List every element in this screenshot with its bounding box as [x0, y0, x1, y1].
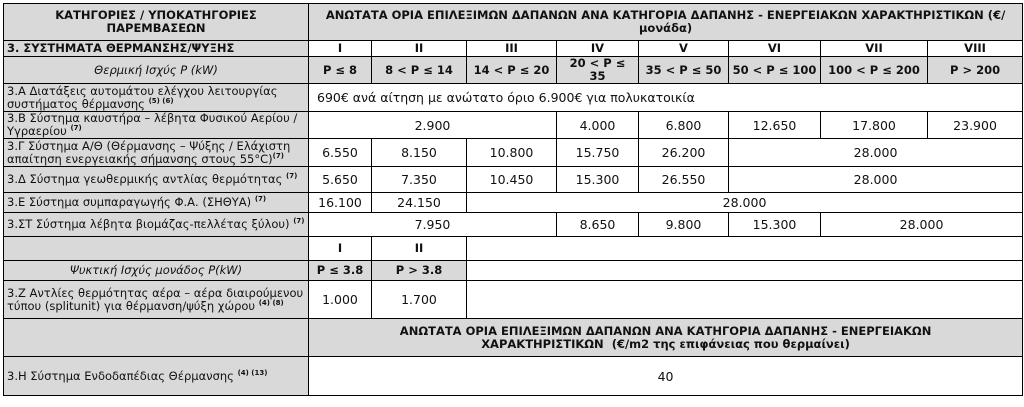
header-limits-per-m2	[309, 319, 1023, 357]
row-3b-value: 4.000	[557, 112, 639, 139]
row-3z-value: 1.000	[309, 281, 372, 319]
row-3st-value: 15.300	[729, 213, 821, 237]
class-label: IV	[557, 41, 639, 57]
power-range: 8 < P ≤ 14	[372, 57, 467, 84]
row-3g-value: 8.150	[372, 139, 467, 167]
row-3g-value: 10.800	[467, 139, 557, 167]
row-3e-value: 24.150	[372, 193, 467, 213]
empty-cell	[467, 261, 1023, 281]
empty-cell	[467, 237, 1023, 261]
class-label: II	[372, 41, 467, 57]
power-range: 35 < P ≤ 50	[639, 57, 729, 84]
row-3z-label: 3.Ζ Αντλίες θερμότητας αέρα – αέρα διαιρούμενου τύπου (splitunit) για θέρμανση/ψύξη χώρου $^{(4) (8)}$	[4, 281, 309, 319]
row-3b-value: 6.800	[639, 112, 729, 139]
power-range: 100 < P ≤ 200	[821, 57, 928, 84]
row-3b-value: 12.650	[729, 112, 821, 139]
row-3e-value: 16.100	[309, 193, 372, 213]
row-3d-value: 7.350	[372, 167, 467, 193]
row-3d-value: 10.450	[467, 167, 557, 193]
subsidy-limits-table	[3, 3, 1023, 396]
row-3e-label: 3.Ε Σύστημα συμπαραγωγής Φ.Α. (ΣΗΘΥΑ) $^{(7)}$	[4, 193, 309, 213]
row-3st-value: 7.950	[309, 213, 557, 237]
header-categories: ΚΑΤΗΓΟΡΙΕΣ / ΥΠΟΚΑΤΗΓΟΡΙΕΣ ΠΑΡΕΜΒΑΣΕΩΝ	[4, 4, 309, 41]
row-3b-value: 17.800	[821, 112, 928, 139]
header2-line1: ΑΝΩΤΑΤΑ ΟΡΙΑ ΕΠΙΛΕΞΙΜΩΝ ΔΑΠΑΝΩΝ ΑΝΑ ΚΑΤΗΓΟΡΙΑ ΔΑΠΑΝΗΣ - ΕΝΕΡΓΕΙΑΚΩΝ	[399, 323, 932, 338]
thermal-power-label: Θερμική Ισχύς P (kW)	[4, 57, 309, 84]
cooling-class: II	[372, 237, 467, 261]
row-3g-value: 15.750	[557, 139, 639, 167]
row-3d-label: 3.Δ Σύστημα γεωθερμικής αντλίας θερμότητας $^{(7)}$	[4, 167, 309, 193]
row-3d-value: 26.550	[639, 167, 729, 193]
spacer-cell	[4, 237, 309, 261]
power-range: 50 < P ≤ 100	[729, 57, 821, 84]
header2-line2: ΧΑΡΑΚΤΗΡΙΣΤΙΚΩΝ (€/m2 της επιφάνειας που θερμαίνει)	[481, 336, 850, 351]
row-3st-value: 28.000	[821, 213, 1023, 237]
row-3g-value: 6.550	[309, 139, 372, 167]
power-range: P ≤ 8	[309, 57, 372, 84]
class-label: VIII	[928, 41, 1023, 57]
row-3a-value: 690€ ανά αίτηση με ανώτατο όριο 6.900€ για πολυκατοικία	[309, 84, 1023, 112]
row-3st-value: 9.800	[639, 213, 729, 237]
row-3h-label: 3.Η Σύστημα Ενδοδαπέδιας Θέρμανσης $^{(4) (13)}$	[4, 357, 309, 396]
row-3b-value: 23.900	[928, 112, 1023, 139]
cooling-class: I	[309, 237, 372, 261]
row-3b-value: 2.900	[309, 112, 557, 139]
cooling-range: P > 3.8	[372, 261, 467, 281]
section-title: 3. ΣΥΣΤΗΜΑΤΑ ΘΕΡΜΑΝΣΗΣ/ΨΥΞΗΣ	[4, 41, 309, 57]
row-3st-value: 8.650	[557, 213, 639, 237]
class-label: VII	[821, 41, 928, 57]
row-3st-label: 3.ΣΤ Σύστημα λέβητα βιομάζας-πελλέτας ξύλου) $^{(7)}$	[4, 213, 309, 237]
cooling-range: P ≤ 3.8	[309, 261, 372, 281]
row-3h-value: 40	[309, 357, 1023, 396]
class-label: I	[309, 41, 372, 57]
header-limits: ΑΝΩΤΑΤΑ ΟΡΙΑ ΕΠΙΛΕΞΙΜΩΝ ΔΑΠΑΝΩΝ ΑΝΑ ΚΑΤΗΓΟΡΙΑ ΔΑΠΑΝΗΣ - ΕΝΕΡΓΕΙΑΚΩΝ ΧΑΡΑΚΤΗΡΙΣΤΙΚΩΝ (€/μονάδα)	[309, 4, 1023, 41]
row-3b-label: 3.Β Σύστημα καυστήρα – λέβητα Φυσικού Αερίου / Υγραερίου $^{(7)}$	[4, 112, 309, 139]
row-3d-value: 5.650	[309, 167, 372, 193]
power-range: 20 < P ≤ 35	[557, 57, 639, 84]
row-3e-value: 28.000	[467, 193, 1023, 213]
row-3d-value: 15.300	[557, 167, 639, 193]
cooling-power-label: Ψυκτική Ισχύς μονάδος P(kW)	[4, 261, 309, 281]
class-label: V	[639, 41, 729, 57]
power-range: P > 200	[928, 57, 1023, 84]
row-3z-value: 1.700	[372, 281, 467, 319]
row-3g-label: 3.Γ Σύστημα Α/Θ (Θέρμανσης – Ψύξης / Ελάχιστη απαίτηση ενεργειακής σήμανσης στους 55°C)$^{(7)}$	[4, 139, 309, 167]
empty-cell	[467, 281, 1023, 319]
spacer-cell	[4, 319, 309, 357]
row-3a-label: 3.Α Διατάξεις αυτομάτου ελέγχου λειτουργίας συστήματος θέρμανσης $^{(5) (6)}$	[4, 84, 309, 112]
power-range: 14 < P ≤ 20	[467, 57, 557, 84]
row-3g-value: 26.200	[639, 139, 729, 167]
class-label: III	[467, 41, 557, 57]
row-3g-value: 28.000	[729, 139, 1023, 167]
row-3d-value: 28.000	[729, 167, 1023, 193]
class-label: VI	[729, 41, 821, 57]
